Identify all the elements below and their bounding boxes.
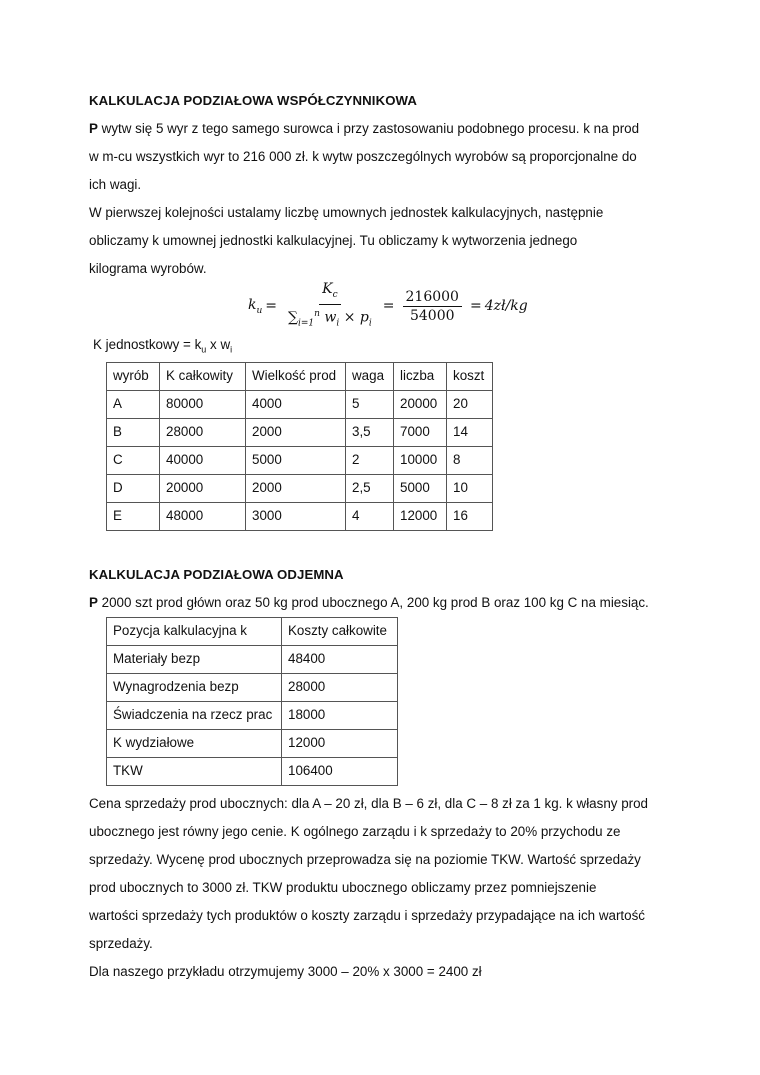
- section-heading-odjemna: KALKULACJA PODZIAŁOWA ODJEMNA: [89, 567, 344, 582]
- table-header-row: wyrób K całkowity Wielkość prod waga liczba koszt: [107, 363, 493, 391]
- unit-cost-equation: $k_u$ = $\frac{K_c}{\sum_{i=1}^n w_i \times p_i}$ = $\frac{216000}{54000}$ = 4zł/kg: [248, 284, 528, 328]
- bold-lead-p: P: [89, 121, 98, 136]
- paragraph-line: wartości sprzedaży tych produktów o koszty zarządu i sprzedaży przypadające na ich wartość: [89, 908, 645, 923]
- paragraph-line: kilograma wyrobów.: [89, 261, 207, 276]
- fraction-numeric: $\frac{216000}{54000}$: [403, 288, 462, 325]
- table-row: Wynagrodzenia bezp 28000: [107, 674, 398, 702]
- formula-lhs: $k_u$: [248, 296, 263, 316]
- paragraph-line: w m-cu wszystkich wyr to 216 000 zł. k wytw poszczególnych wyrobów są proporcjonalne do: [89, 149, 637, 164]
- cost-positions-table: [106, 617, 398, 786]
- products-coefficient-table: [106, 362, 493, 531]
- paragraph-line: sprzedaży. Wycenę prod ubocznych przeprowadza się na poziomie TKW. Wartość sprzedaży: [89, 852, 641, 867]
- paragraph-line: obliczamy k umownej jednostki kalkulacyjnej. Tu obliczamy k wytworzenia jednego: [89, 233, 578, 248]
- paragraph-line: P 2000 szt prod główn oraz 50 kg prod ubocznego A, 200 kg prod B oraz 100 kg C na miesiąc.: [89, 595, 649, 610]
- table-row: C 40000 5000 2 10000 8: [107, 447, 493, 475]
- paragraph-line: ubocznego jest równy jego cenie. K ogólnego zarządu i k sprzedaży to 20% przychodu ze: [89, 824, 621, 839]
- table-row: D 20000 2000 2,5 5000 10: [107, 475, 493, 503]
- paragraph-line: prod ubocznych to 3000 zł. TKW produktu ubocznego obliczamy przez pomniejszenie: [89, 880, 597, 895]
- paragraph-line: ich wagi.: [89, 177, 142, 192]
- table-row: E 48000 3000 4 12000 16: [107, 503, 493, 531]
- paragraph-line: Cena sprzedaży prod ubocznych: dla A – 20 zł, dla B – 6 zł, dla C – 8 zł za 1 kg. k własny prod: [89, 796, 648, 811]
- table-row: Materiały bezp 48400: [107, 646, 398, 674]
- table-row: K wydziałowe 12000: [107, 730, 398, 758]
- paragraph-line: sprzedaży.: [89, 936, 153, 951]
- fraction-kc-over-sum: $\frac{K_c}{\sum_{i=1}^n w_i \times p_i}$: [288, 280, 372, 329]
- bold-lead-p: P: [89, 595, 98, 610]
- unit-cost-formula: K jednostkowy = $k_u$ x $w_i$: [93, 337, 233, 355]
- paragraph-line: W pierwszej kolejności ustalamy liczbę umownych jednostek kalkulacyjnych, następnie: [89, 205, 604, 220]
- table-row: B 28000 2000 3,5 7000 14: [107, 419, 493, 447]
- table-row: A 80000 4000 5 20000 20: [107, 391, 493, 419]
- formula-result: 4zł/kg: [484, 298, 528, 314]
- table-row: TKW 106400: [107, 758, 398, 786]
- conclusion-line: Dla naszego przykładu otrzymujemy 3000 – 20% x 3000 = 2400 zł: [89, 964, 482, 979]
- section-heading-wspolczynnikowa: KALKULACJA PODZIAŁOWA WSPÓŁCZYNNIKOWA: [89, 93, 417, 108]
- table-row: Świadczenia na rzecz prac 18000: [107, 702, 398, 730]
- paragraph-line: P wytw się 5 wyr z tego samego surowca i przy zastosowaniu podobnego procesu. k na prod: [89, 121, 640, 136]
- table-header-row: Pozycja kalkulacyjna k Koszty całkowite: [107, 618, 398, 646]
